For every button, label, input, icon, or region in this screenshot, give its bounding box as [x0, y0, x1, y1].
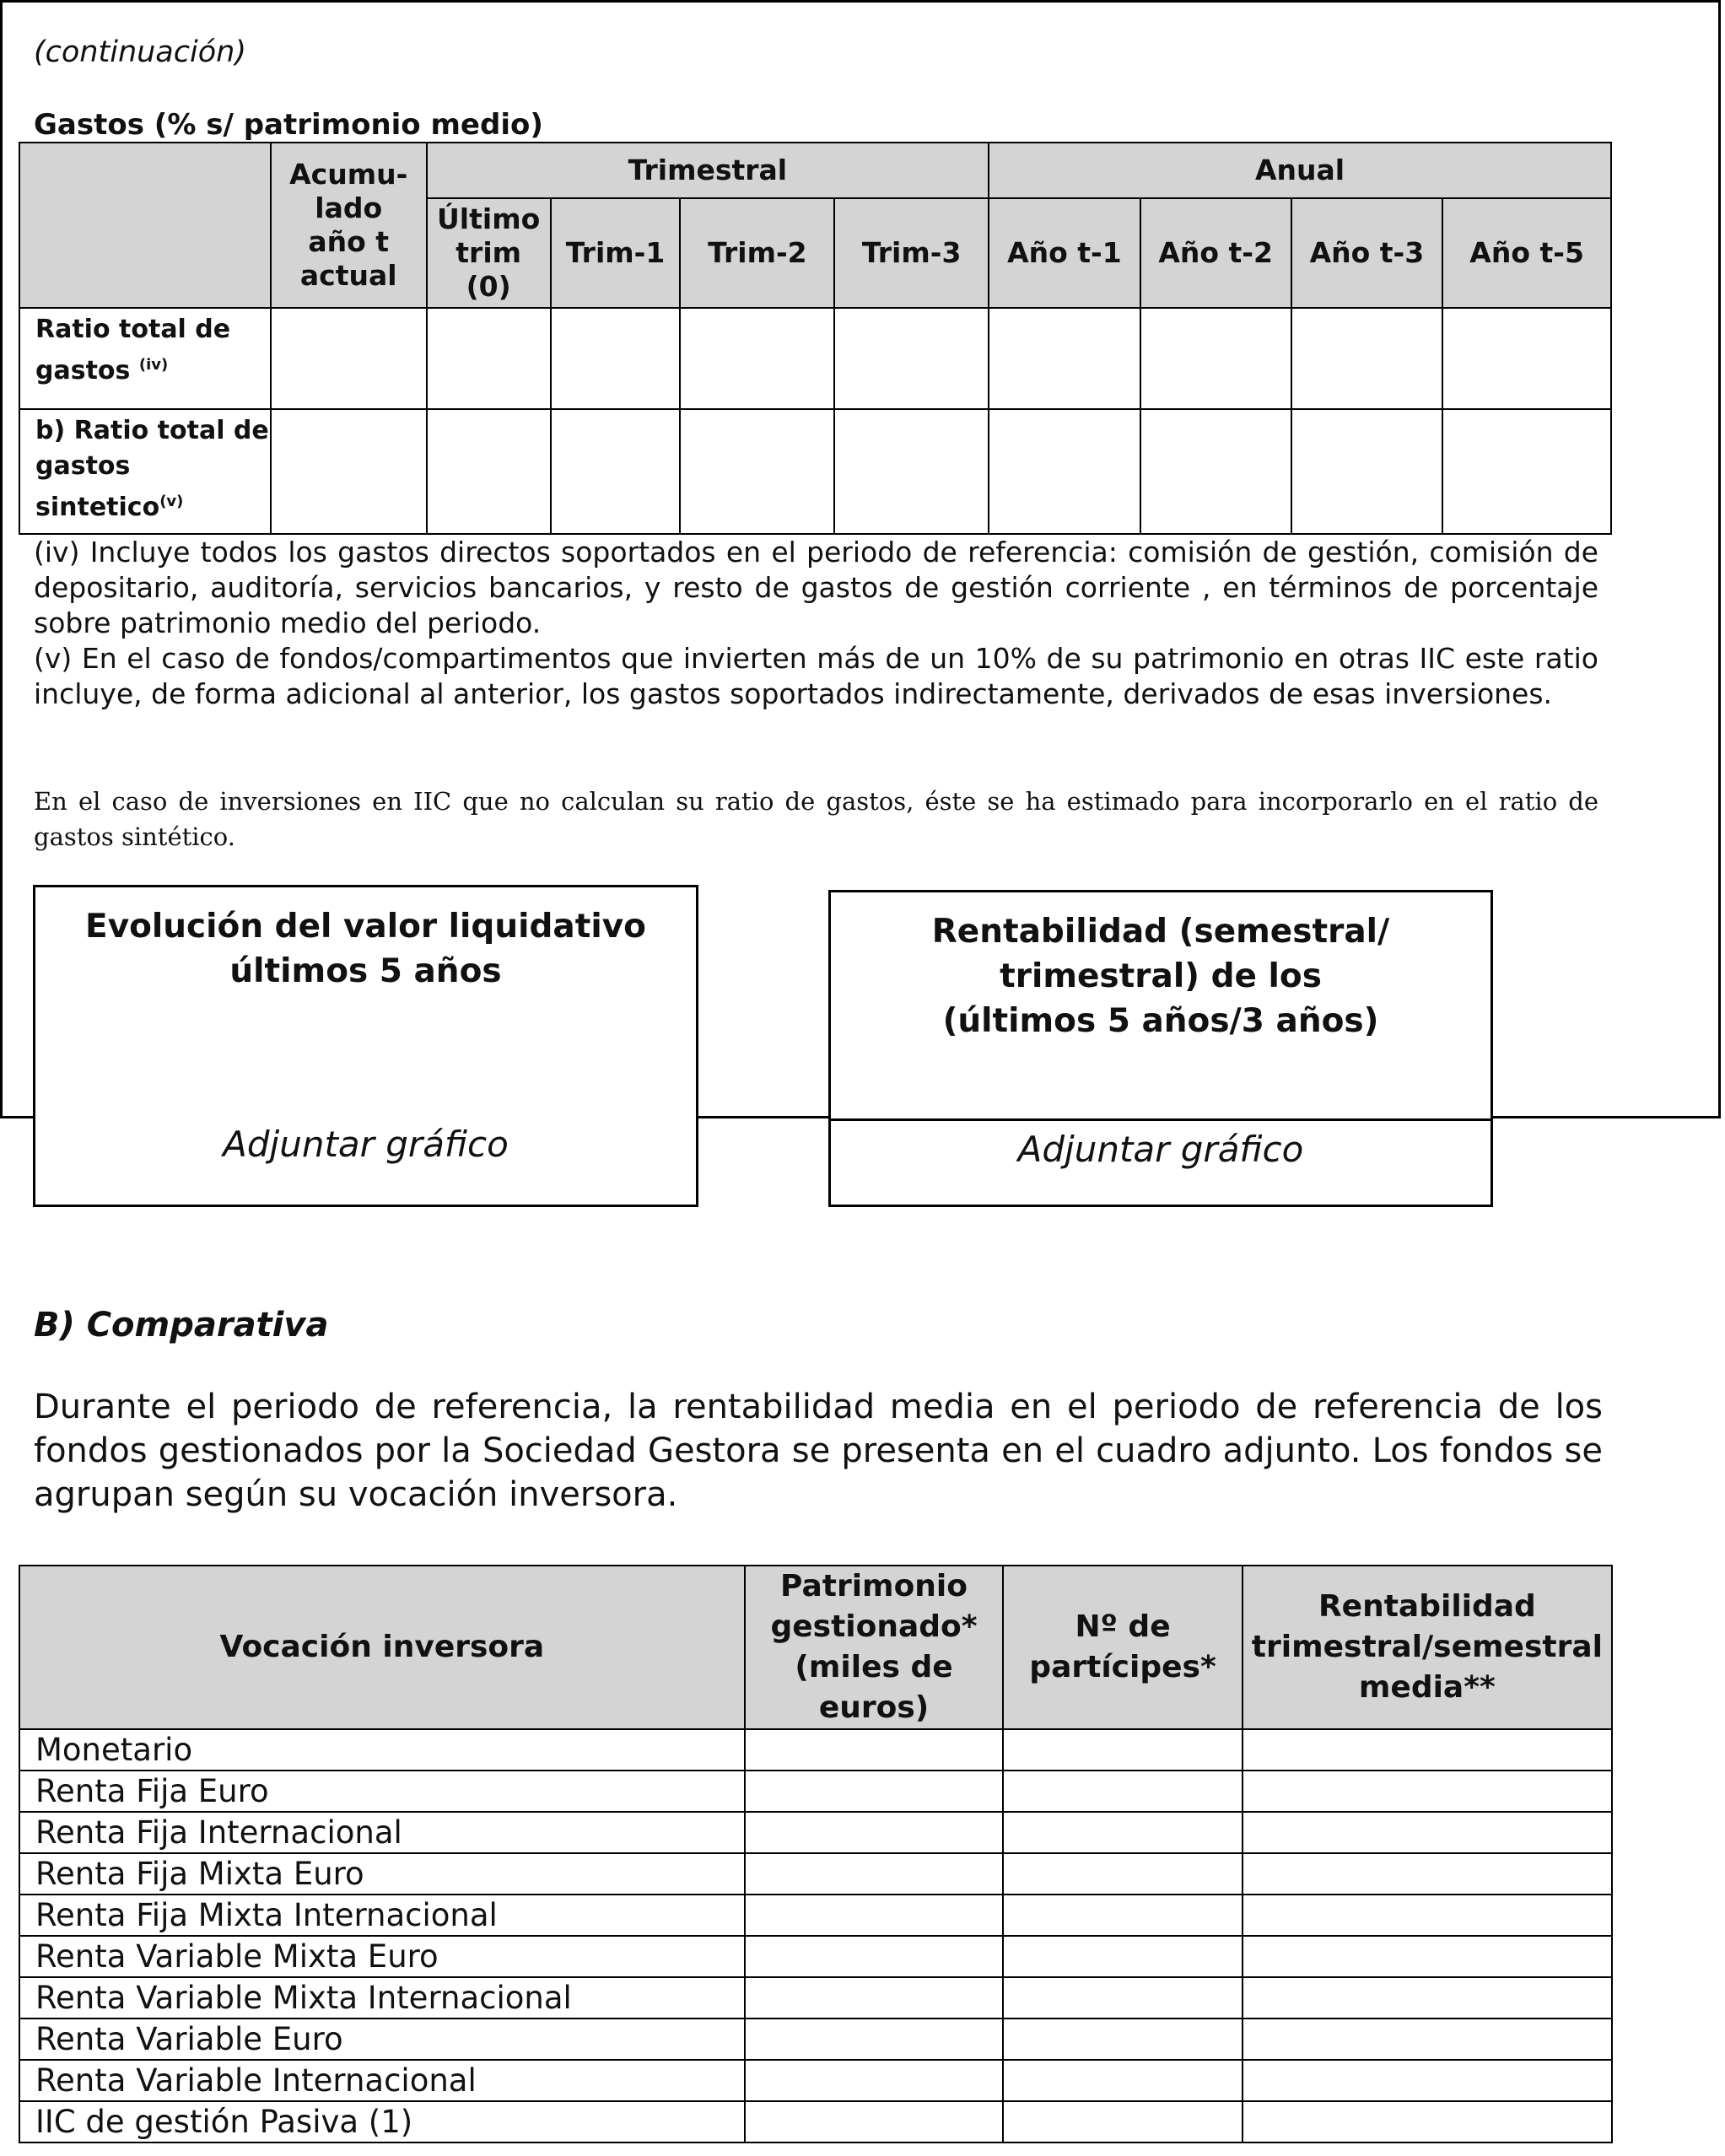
table-row	[19, 1771, 1612, 1812]
table-row	[19, 1977, 1612, 2019]
table-cell	[680, 409, 834, 534]
table-cell	[1243, 1729, 1612, 1771]
vocacion-cell: Renta Fija Euro	[19, 1771, 745, 1812]
table-cell	[1243, 1936, 1612, 1977]
vocacion-table	[19, 1565, 1613, 2143]
divider	[830, 1118, 1491, 1121]
table-cell	[745, 1812, 1004, 1853]
table-cell	[427, 409, 551, 534]
attach-chart-label: Adjuntar gráfico	[223, 1124, 509, 1165]
vocacion-cell: Renta Fija Internacional	[19, 1812, 745, 1853]
table-row	[19, 1936, 1612, 1977]
table-cell	[745, 2019, 1004, 2060]
table-cell	[1291, 308, 1443, 409]
gastos-col-trim-2: Trim-2	[680, 198, 834, 308]
table-cell	[745, 2060, 1004, 2101]
table-cell	[1140, 308, 1291, 409]
gastos-title: Gastos (% s/ patrimonio medio)	[34, 108, 543, 142]
note-ref-v: (v)	[159, 493, 184, 510]
vocacion-cell: Renta Variable Internacional	[19, 2060, 745, 2101]
table-cell	[745, 1729, 1004, 1771]
gastos-col-trim-1: Trim-1	[551, 198, 681, 308]
gastos-header-blank	[19, 143, 271, 308]
footnote-iv: (iv) Incluye todos los gastos directos soportados en el periodo de referencia: comisión de gestión, comisión de depositario, auditoría, servicios bancarios, y resto de gastos de gestión corriente , en términos de porcentaje sobre patrimonio medio del periodo.	[34, 536, 1598, 639]
chart-placeholder-rentabilidad	[828, 890, 1493, 1207]
table-cell	[271, 308, 427, 409]
footnote-v: (v) En el caso de fondos/compartimentos que invierten más de un 10% de su patrimonio en otras IIC este ratio incluye, de forma adicional al anterior, los gastos soportados indirectamente, derivados de esas inversiones.	[34, 642, 1598, 710]
table-cell	[1243, 1895, 1612, 1936]
vocacion-cell: Monetario	[19, 1729, 745, 1771]
table-cell	[834, 409, 989, 534]
table-cell	[1291, 409, 1443, 534]
table-row	[19, 1895, 1612, 1936]
table-cell	[551, 409, 681, 534]
participes-header: Nº de partícipes*	[1003, 1566, 1242, 1729]
footnotes	[34, 535, 1598, 712]
gastos-row-ratio-sintetico: b) Ratio total de gastos sintetico$^{(v)}$	[19, 409, 271, 534]
vocacion-cell: Renta Fija Mixta Internacional	[19, 1895, 745, 1936]
table-row	[19, 2019, 1612, 2060]
table-cell	[1243, 1812, 1612, 1853]
table-cell	[551, 308, 681, 409]
gastos-row-ratio-total: Ratio total de gastos $^{(iv)}$	[19, 308, 271, 409]
gastos-col-ano-t1: Año t-1	[989, 198, 1140, 308]
table-cell	[1243, 1977, 1612, 2019]
table-cell	[1243, 2019, 1612, 2060]
serif-note: En el caso de inversiones en IIC que no calculan su ratio de gastos, éste se ha estimado para incorporarlo en el ratio de gastos sintético.	[34, 787, 1598, 851]
vocacion-cell: Renta Fija Mixta Euro	[19, 1853, 745, 1895]
table-cell	[989, 308, 1140, 409]
continuation-label: (continuación)	[34, 35, 246, 69]
table-cell	[1003, 1895, 1242, 1936]
table-cell	[1442, 308, 1611, 409]
comparativa-paragraph: Durante el periodo de referencia, la rentabilidad media en el periodo de referencia de los fondos gestionados por la Sociedad Gestora se presenta en el cuadro adjunto. Los fondos se agrupan según su vocación inversora.	[34, 1388, 1603, 1514]
gastos-col-ano-t3: Año t-3	[1291, 198, 1443, 308]
table-cell	[1003, 1853, 1242, 1895]
table-cell	[745, 1977, 1004, 2019]
table-row	[19, 2060, 1612, 2101]
table-cell	[427, 308, 551, 409]
table-cell	[1243, 2060, 1612, 2101]
table-row	[19, 1729, 1612, 1771]
gastos-table	[19, 142, 1612, 535]
vocacion-cell: Renta Variable Euro	[19, 2019, 745, 2060]
table-cell	[1243, 1771, 1612, 1812]
gastos-col-ano-t2: Año t-2	[1140, 198, 1291, 308]
table-cell	[1442, 409, 1611, 534]
table-cell	[1003, 1977, 1242, 2019]
table-cell	[1003, 1936, 1242, 1977]
table-cell	[271, 409, 427, 534]
table-cell	[834, 308, 989, 409]
gastos-header-anual: Anual	[989, 143, 1611, 198]
table-cell	[745, 1853, 1004, 1895]
patrimonio-header: Patrimonio gestionado* (miles de euros)	[745, 1566, 1004, 1729]
table-cell	[680, 308, 834, 409]
table-row	[19, 2101, 1612, 2143]
table-cell	[1003, 1812, 1242, 1853]
table-cell	[745, 1895, 1004, 1936]
gastos-header-acumulado: Acumu-lado año t actual	[271, 143, 427, 308]
vocacion-cell: Renta Variable Mixta Internacional	[19, 1977, 745, 2019]
table-cell	[1003, 2060, 1242, 2101]
table-cell	[1243, 2101, 1612, 2143]
chart-placeholder-evolucion	[33, 885, 698, 1207]
table-cell	[1003, 2019, 1242, 2060]
gastos-col-ano-t5: Año t-5	[1442, 198, 1611, 308]
table-row	[19, 1812, 1612, 1853]
table-cell	[1243, 1853, 1612, 1895]
table-cell	[745, 1771, 1004, 1812]
gastos-col-ultimo-trim: Último trim (0)	[427, 198, 551, 308]
gastos-header-trimestral: Trimestral	[427, 143, 989, 198]
chart-placeholder-title: Rentabilidad (semestral/ trimestral) de los (últimos 5 años/3 años)	[931, 913, 1390, 1040]
table-row	[19, 1853, 1612, 1895]
gastos-col-trim-3: Trim-3	[834, 198, 989, 308]
attach-chart-label: Adjuntar gráfico	[1017, 1129, 1304, 1170]
chart-placeholder-title: Evolución del valor liquidativo últimos 5 años	[85, 908, 646, 990]
vocacion-cell: IIC de gestión Pasiva (1)	[19, 2101, 745, 2143]
table-cell	[745, 2101, 1004, 2143]
rentabilidad-header: Rentabilidad trimestral/semestral media**	[1243, 1566, 1612, 1729]
table-cell	[989, 409, 1140, 534]
vocacion-header: Vocación inversora	[19, 1566, 745, 1729]
vocacion-cell: Renta Variable Mixta Euro	[19, 1936, 745, 1977]
table-cell	[1003, 2101, 1242, 2143]
table-cell	[745, 1936, 1004, 1977]
table-cell	[1003, 1771, 1242, 1812]
table-cell	[1003, 1729, 1242, 1771]
section-heading: B) Comparativa	[34, 1306, 329, 1345]
table-cell	[1140, 409, 1291, 534]
note-ref-iv: (iv)	[138, 356, 169, 374]
